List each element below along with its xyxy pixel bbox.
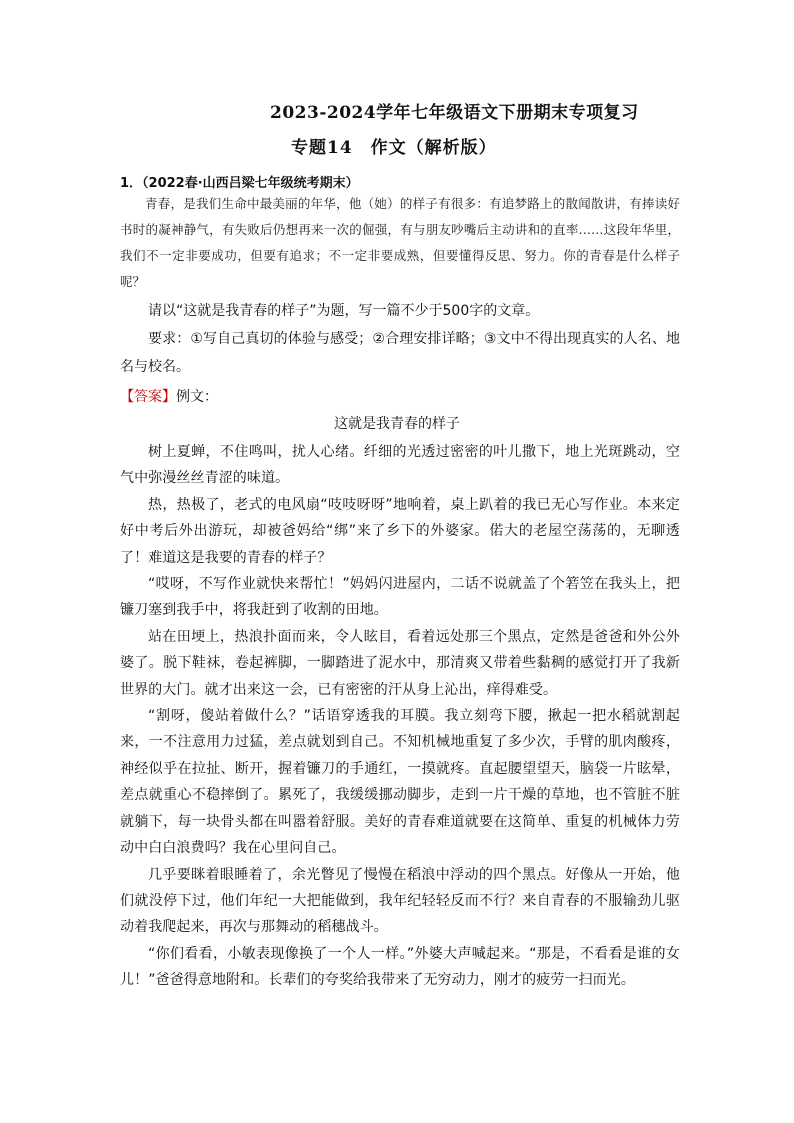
document-title: 2023-2024学年七年级语文下册期末专项复习: [270, 103, 639, 123]
answer-heading: [120, 386, 218, 406]
question-instructions: [120, 297, 680, 381]
prompt-paragraph: 青春，是我们生命中最美丽的年华，他（她）的样子有很多：有追梦路上的散闻散讲，有捧读好书时的凝神静气，有失败后仍想再来一次的倔强，有与朋友吵嘴后主动讲和的直率……这段年华里，我们不一定非要成功，但要有追求；不一定非要成熟，但要懂得反思、努力。你的青春是什么样子呢？: [120, 196, 680, 289]
question-source: [120, 172, 359, 191]
essay-paragraph: 热，热极了，老式的电风扇“吱吱呀呀”地响着，桌上趴着的我已无心写作业。本来定好中考后外出游玩，却被爸妈给“绑”来了乡下的外婆家。偌大的老屋空荡荡的，无聊透了！难道这是我要的青春的样子？: [120, 496, 680, 566]
essay-paragraph: 站在田埂上，热浪扑面而来，令人眩目，看着远处那三个黑点，定然是爸爸和外公外婆了。脱下鞋袜，卷起裤脚，一脚踏进了泥水中，那清爽又带着些黏稠的感觉打开了我新世界的大门。就才出来这一会，已有密密的汗从身上沁出，痒得难受。: [120, 628, 680, 698]
answer-label: 例文：: [176, 389, 218, 405]
essay-paragraph: “你们看看，小敏表现像换了一个人一样。”外婆大声喊起来。“那是，不看看是谁的女儿！”爸爸得意地附和。长辈们的夸奖给我带来了无穷动力，刚才的疲劳一扫而光。: [120, 945, 680, 989]
essay-paragraph: “割呀，傻站着做什么？”话语穿透我的耳膜。我立刻弯下腰，揪起一把水稻就割起来，一不注意用力过猛，差点就划到自己。不知机械地重复了多少次，手臂的肌肉酸疼，神经似乎在拉扯、断开，握着镰刀的手通红，一摸就疼。直起腰望望天，脑袋一片眩晕，差点就重心不稳摔倒了。累死了，我缓缓挪动脚步，走到一片干燥的草地，也不管脏不脏就躺下，每一块骨头都在叫嚣着舒服。美好的青春难道就要在这简单、重复的机械体力劳动中白白浪费吗？我在心里问自己。: [120, 708, 680, 857]
question-source-text: （2022春·山西吕梁七年级统考期末）: [142, 176, 359, 191]
document-subtitle: 专题14 作文（解析版）: [291, 138, 497, 158]
instruction-text: 请以“这就是我青春的样子”为题，写一篇不少于500字的文章。: [148, 303, 540, 319]
question-prompt: [120, 191, 680, 295]
essay-body: [120, 439, 680, 994]
essay-paragraph: 几乎要眯着眼睡着了，余光瞥见了慢慢在稻浪中浮动的四个黑点。好像从一开始，他们就没停下过，他们年纪一大把能做到，我年纪轻轻反而不行？来自青春的不服输劲儿驱动着我爬起来，再次与那舞动的稻穗战斗。: [120, 866, 680, 936]
question-number: 1．: [120, 176, 143, 191]
answer-tag: 【答案】: [120, 389, 176, 405]
requirements-text: 要求：①写自己真切的体验与感受；②合理安排详略；③文中不得出现真实的人名、地名与校名。: [120, 331, 680, 375]
essay-title: 这就是我青春的样子: [334, 416, 460, 432]
essay-paragraph: “哎呀，不写作业就快来帮忙！”妈妈闪进屋内，二话不说就盖了个箬笠在我头上，把镰刀塞到我手中，将我赶到了收割的田地。: [120, 576, 680, 619]
essay-paragraph: 树上夏蝉，不住鸣叫，扰人心绪。纤细的光透过密密的叶儿撒下，地上光斑跳动，空气中弥漫丝丝青涩的味道。: [120, 444, 680, 487]
